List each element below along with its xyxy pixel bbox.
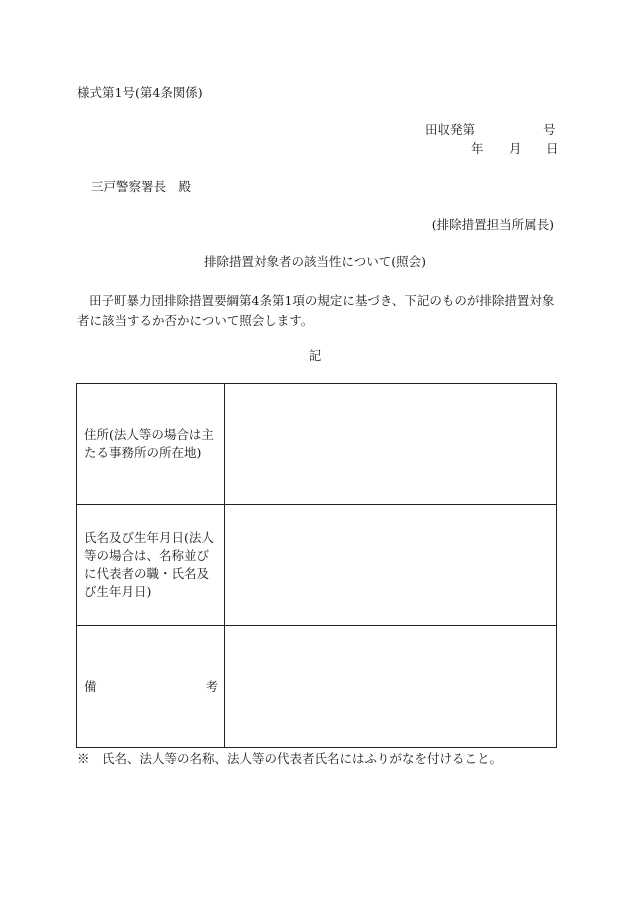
address-field[interactable]	[225, 384, 557, 505]
subject-title: 排除措置対象者の該当性について(照会)	[203, 254, 426, 269]
table-row	[77, 384, 557, 505]
reference-label: 田収発第	[425, 122, 476, 137]
reference-number	[425, 122, 556, 138]
body-paragraph: 田子町暴力団排除措置要綱第4条第1項の規定に基づき、下記のものが排除措置対象者に該当するか否かについて照会します。	[77, 293, 555, 328]
ki-heading: 記	[308, 348, 322, 363]
name-birthdate-label: 氏名及び生年月日(法人等の場合は、名称並びに代表者の職・氏名及び生年月日)	[77, 505, 225, 626]
remarks-label-right: 考	[205, 678, 218, 694]
table-row	[77, 505, 557, 626]
form-number: 様式第1号(第4条関係)	[77, 85, 203, 100]
remarks-field[interactable]	[225, 626, 557, 748]
address-label: 住所(法人等の場合は主たる事務所の所在地)	[77, 384, 225, 505]
date-line	[471, 141, 559, 157]
name-birthdate-field[interactable]	[225, 505, 557, 626]
addressee: 三戸警察署長 殿	[91, 179, 192, 194]
date-year: 年	[471, 141, 484, 156]
date-day: 日	[546, 141, 559, 156]
details-table	[76, 383, 557, 748]
remarks-label	[77, 626, 225, 748]
table-row	[77, 626, 557, 748]
date-month: 月	[509, 141, 522, 156]
sender: (排除措置担当所属長)	[431, 217, 554, 232]
remarks-label-left: 備	[84, 678, 97, 694]
footnote: ※ 氏名、法人等の名称、法人等の代表者氏名にはふりがなを付けること。	[77, 751, 503, 766]
body-text	[77, 291, 555, 331]
reference-suffix: 号	[543, 122, 556, 137]
